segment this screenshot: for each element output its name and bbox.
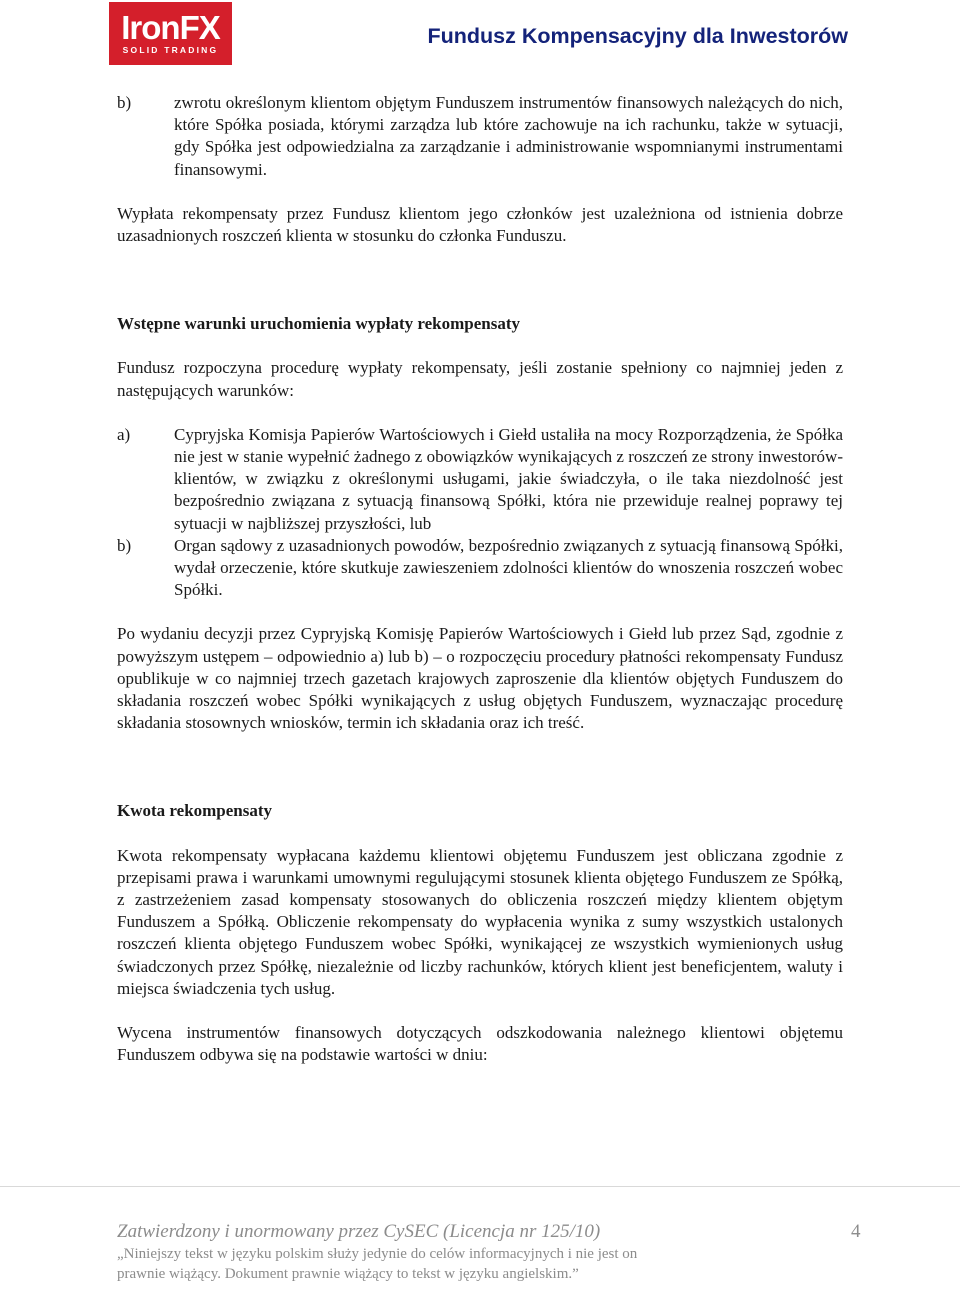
paragraph-publication: Po wydaniu decyzji przez Cypryjską Komisję Papierów Wartościowych i Giełd lub przez Sąd, zgodnie z powyższym ustępem – odpowiednio a) lub b) – o rozpoczęciu procedury płatności rekompensaty Fundusz opublikuje w co najmniej trzech gazetach krajowych zaproszenie dla klientów objętych Funduszem do składania roszczeń wobec Spółki wynikających z usług objętych Funduszem, wyznaczając procedurę składania stosownych wniosków, termin ich składania oraz ich treść. bbox=[117, 624, 843, 733]
document-body bbox=[117, 92, 843, 1067]
list-marker: b) bbox=[117, 535, 132, 555]
list-item-b-return bbox=[117, 92, 843, 181]
section-heading-compensation-amount: Kwota rekompensaty bbox=[117, 801, 273, 821]
list-item-a-cysec bbox=[117, 424, 843, 535]
list-item-text: Cypryjska Komisja Papierów Wartościowych i Giełd ustaliła na mocy Rozporządzenia, że Spółka nie jest w stanie wypełnić żadnego z obowiązków wynikających z roszczeń ze strony inwestorów-klientów, w związku z określonymi usługami, jakie świadczyła, o ile taka niezdolność jest bezpośrednio związana z sytuacją finansową Spółki, która nie przewiduje realnej poprawy tej sytuacji w najbliższej przyszłości, lub bbox=[174, 424, 843, 533]
document-header-title: Fundusz Kompensacyjny dla Inwestorów bbox=[427, 24, 848, 48]
footer-divider bbox=[0, 1186, 960, 1187]
list-item-text: zwrotu określonym klientom objętym Funduszem instrumentów finansowych należących do nich, które Spółka posiada, którymi zarządza lub które zachowuje na ich rachunku, także w sytuacji, gdy Spółka jest odpowiedzialna za zarządzanie i administrowanie wspomnianymi instrumentami finansowymi. bbox=[174, 93, 843, 179]
paragraph-amount-calculation: Kwota rekompensaty wypłacana każdemu klientowi objętemu Funduszem jest obliczana zgodnie z przepisami prawa i warunkami umownymi regulującymi stosunek klienta objętego Funduszem ze Spółką, z zastrzeżeniem zasad kompensaty stosowanych do obliczenia roszczeń między klientem objętym Funduszem a Spółką. Obliczenie rekompensaty do wypłacenia wynika z sumy wszystkich ustalonych roszczeń klienta objętego Funduszem wobec Spółki, wynikającej ze wszystkich wymienionych usług świadczonych przez Spółkę, niezależnie od liczby rachunków, których klient jest beneficjentem, waluty i miejsca świadczenia tych usług. bbox=[117, 845, 843, 998]
footer-approval: Zatwierdzony i unormowany przez CySEC (Licencja nr 125/10) bbox=[117, 1221, 601, 1242]
paragraph-valuation: Wycena instrumentów finansowych dotyczących odszkodowania należnego klientowi objętemu Funduszem odbywa się na podstawie wartości w dniu: bbox=[117, 1023, 843, 1065]
list-continued bbox=[117, 92, 843, 181]
logo-brand: IronFX bbox=[121, 9, 220, 46]
logo-tagline: SOLID TRADING bbox=[122, 45, 219, 55]
list-item-text: Organ sądowy z uzasadnionych powodów, bezpośrednio związanych z sytuacją finansową Spółki, wydał orzeczenie, które skutkuje zawieszeniem zdolności klientów do wnoszenia roszczeń wobec Spółki. bbox=[174, 535, 843, 600]
paragraph-procedure-start: Fundusz rozpoczyna procedurę wypłaty rekompensaty, jeśli zostanie spełniony co najmniej jeden z następujących warunków: bbox=[117, 358, 843, 400]
section-heading-preconditions: Wstępne warunki uruchomienia wypłaty rekompensaty bbox=[117, 314, 520, 334]
ironfx-logo bbox=[109, 2, 232, 65]
list-marker: b) bbox=[117, 93, 132, 112]
conditions-list bbox=[117, 424, 843, 602]
page-number: 4 bbox=[851, 1221, 861, 1242]
footer-disclaimer: „Niniejszy tekst w języku polskim służy jedynie do celów informacyjnych i nie jest on prawnie wiążący. Dokument prawnie wiążący to tekst w języku angielskim.” bbox=[117, 1246, 638, 1282]
paragraph-payment-condition: Wypłata rekompensaty przez Fundusz klientom jego członków jest uzależniona od istnienia dobrze uzasadnionych roszczeń klienta w stosunku do członka Funduszu. bbox=[117, 203, 843, 246]
list-marker: a) bbox=[117, 424, 131, 444]
list-item-b-court bbox=[117, 535, 843, 602]
